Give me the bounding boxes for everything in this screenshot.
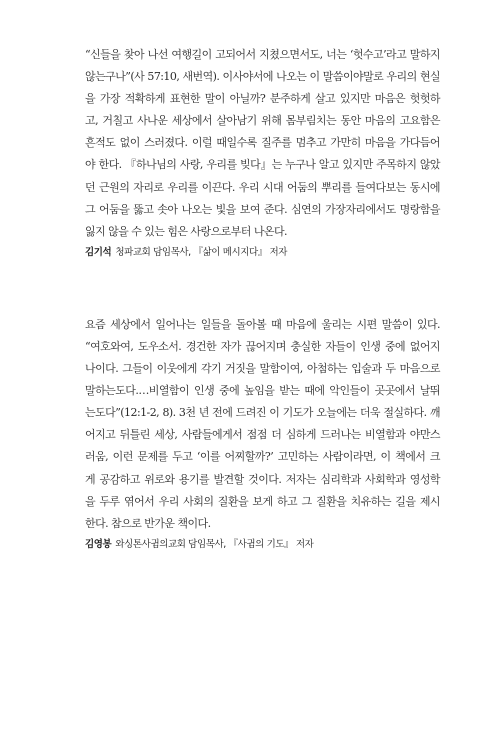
endorsement-line: “신들을 찾아 나선 여행길이 고되어서 지쳤으면서도, 너는 ‘헛수고’라고 말하지 bbox=[85, 48, 440, 61]
endorsement-line: 나이다. 그들이 이웃에게 각기 거짓을 말함이여, 아첨하는 입술과 두 마음으로 bbox=[85, 362, 440, 376]
endorsement-attribution bbox=[85, 536, 440, 554]
endorser-name: 김영봉 bbox=[85, 538, 112, 550]
endorsement-line: 던 근원의 자리로 우리를 이끈다. 우리 시대 어둠의 뿌리를 들여다보는 동시에 bbox=[85, 180, 440, 194]
endorsement-line: 어지고 뒤틀린 세상, 사람들에게서 점점 더 심하게 드러나는 비열함과 야만스 bbox=[85, 428, 440, 442]
endorsements-page bbox=[85, 44, 440, 554]
endorsement-line: 흔적도 없이 스러졌다. 이럴 때일수록 질주를 멈추고 가만히 마음을 가다듬어 bbox=[85, 136, 440, 150]
endorsement-line: 러움, 이런 문제를 두고 ‘이를 어찌할까?’ 고민하는 사람이라면, 이 책에서 크 bbox=[85, 450, 440, 464]
endorsement-line: 않는구나”(사 57:10, 새번역). 이사야서에 나오는 이 말씀이야말로 우리의 현실 bbox=[85, 70, 440, 84]
endorsement-line: 요즘 세상에서 일어나는 일들을 돌아볼 때 마음에 울리는 시편 말씀이 있다. bbox=[85, 317, 440, 331]
endorsement-line: 야 한다. 『하나님의 사랑, 우리를 빚다』는 누구나 알고 있지만 주목하지 않았 bbox=[85, 158, 440, 172]
endorsement-line: 게 공감하고 위로와 용기를 발견할 것이다. 저자는 심리학과 사회학과 영성학 bbox=[85, 472, 440, 486]
endorsement-line: 그 어둠을 뚫고 솟아 나오는 빛을 보여 준다. 심연의 가장자리에서도 명랑함을 bbox=[85, 202, 440, 216]
endorsement-line: “여호와여, 도우소서. 경건한 자가 끊어지며 충실한 자들이 인생 중에 없어지 bbox=[85, 339, 440, 353]
endorsement-attribution bbox=[85, 244, 440, 262]
endorsement-line: 을 가장 적확하게 표현한 말이 아닐까? 분주하게 살고 있지만 마음은 헛헛하 bbox=[85, 92, 440, 106]
endorsement-line: 한다. 참으로 반가운 책이다. bbox=[85, 516, 211, 530]
endorsement-2 bbox=[85, 314, 440, 554]
endorser-role: 와싱톤사귐의교회 담임목사, 『사귐의 기도』 저자 bbox=[115, 538, 314, 550]
endorsement-1 bbox=[85, 44, 440, 262]
endorser-name: 김기석 bbox=[85, 246, 112, 258]
endorsement-line: 고, 거칠고 사나운 세상에서 살아남기 위해 몸부림치는 동안 마음의 고요함은 bbox=[85, 114, 440, 128]
endorsement-line: 잃지 않을 수 있는 힘은 사랑으로부터 나온다. bbox=[85, 224, 287, 238]
endorsement-line: 말하는도다.…비열함이 인생 중에 높임을 받는 때에 악인들이 곳곳에서 날뛰 bbox=[85, 384, 440, 398]
endorsement-line: 는도다”(12:1-2, 8). 3천 년 전에 드려진 이 기도가 오늘에는 더욱 절실하다. 깨 bbox=[85, 406, 440, 420]
endorsement-line: 을 두루 엮어서 우리 사회의 질환을 보게 하고 그 질환을 치유하는 길을 제시 bbox=[85, 494, 440, 508]
endorser-role: 청파교회 담임목사, 『삶이 메시지다』 저자 bbox=[115, 246, 288, 258]
